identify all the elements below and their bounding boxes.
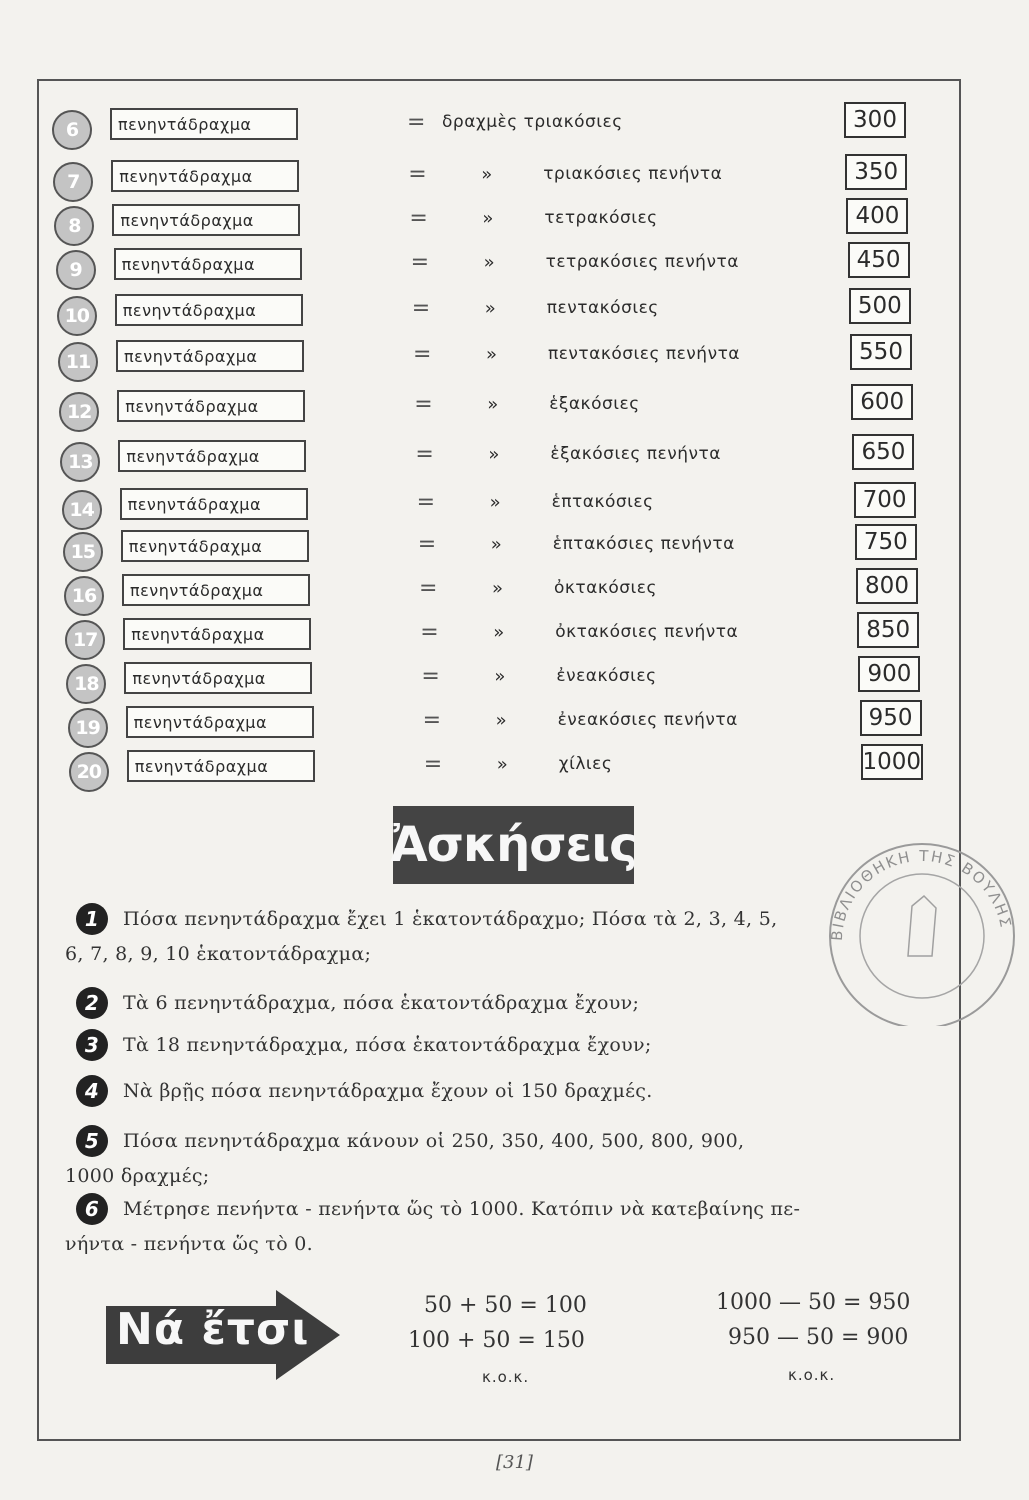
row-number-badge: 12: [59, 392, 99, 432]
ditto-mark: »: [496, 754, 508, 775]
row-number-badge: 20: [69, 752, 109, 792]
exercise-text-line-2: νήντα - πενήντα ὥς τὸ 0.: [65, 1233, 314, 1255]
exercise-text-line-2: 1000 δραχμές;: [65, 1165, 210, 1187]
exercise-text-line-1: Τὰ 18 πενηντάδραχμα, πόσα ἑκατοντάδραχμα ἔχουν;: [123, 1034, 652, 1056]
example-right-line-1: 1000 — 50 = 950: [716, 1290, 911, 1315]
coin-label-box: πενηντάδραχμα: [112, 204, 300, 236]
equals-sign: =: [409, 206, 428, 231]
coin-label-box: πενηντάδραχμα: [126, 706, 314, 738]
amount-value-box: 550: [850, 334, 912, 370]
exercise-item: [65, 1192, 960, 1262]
ditto-mark: »: [482, 208, 494, 229]
coin-label-box: πενηντάδραχμα: [121, 530, 309, 562]
coin-label-box: πενηντάδραχμα: [111, 160, 299, 192]
amount-value-box: 800: [856, 568, 918, 604]
equals-sign: =: [407, 110, 426, 135]
ditto-mark: »: [484, 298, 496, 319]
example-right-etc: κ.ο.κ.: [788, 1366, 836, 1384]
amount-in-words: ἐνεακόσιες πενήντα: [557, 710, 738, 730]
conversion-row: [64, 574, 944, 614]
equals-sign: =: [423, 752, 443, 777]
exercise-number-badge: 1: [76, 903, 108, 935]
amount-in-words: ὀκτακόσιες: [554, 578, 657, 598]
exercise-number-badge: 6: [76, 1193, 108, 1225]
amount-value-box: 350: [845, 154, 907, 190]
conversion-row: [66, 662, 946, 702]
conversion-row: [52, 108, 932, 148]
amount-in-words: τετρακόσιες πενήντα: [545, 252, 739, 272]
amount-in-words: πεντακόσιες πενήντα: [548, 344, 741, 364]
amount-value-box: 500: [849, 288, 911, 324]
amount-value-box: 400: [846, 198, 908, 234]
example-left-line-2: 100 + 50 = 150: [408, 1328, 585, 1353]
exercise-text-line-1: Τὰ 6 πενηντάδραχμα, πόσα ἑκατοντάδραχμα ἔχουν;: [123, 992, 640, 1014]
example-label: Νά ἔτσι: [116, 1304, 310, 1355]
amount-value-box: 300: [844, 102, 906, 138]
conversion-row: [53, 160, 933, 200]
amount-in-words: δραχμὲς τριακόσιες: [442, 112, 623, 132]
coin-label-box: πενηντάδραχμα: [122, 574, 310, 606]
coin-label-box: πενηντάδραχμα: [120, 488, 308, 520]
ditto-mark: »: [494, 666, 506, 687]
row-number-badge: 11: [58, 342, 98, 382]
conversion-row: [54, 204, 934, 244]
coin-label-box: πενηντάδραχμα: [117, 390, 305, 422]
amount-value-box: 650: [852, 434, 914, 470]
exercise-text-line-1: Μέτρησε πενήντα - πενήντα ὥς τὸ 1000. Κατόπιν νὰ κατεβαίνης πε-: [123, 1198, 801, 1220]
coin-label-box: πενηντάδραχμα: [118, 440, 306, 472]
exercise-text-line-2: 6, 7, 8, 9, 10 ἑκατοντάδραχμα;: [65, 943, 372, 965]
row-number-badge: 7: [53, 162, 93, 202]
amount-value-box: 950: [860, 700, 922, 736]
conversion-row: [58, 340, 938, 380]
amount-in-words: ὀκτακόσιες πενήντα: [555, 622, 739, 642]
amount-value-box: 450: [848, 242, 910, 278]
equals-sign: =: [417, 532, 437, 557]
amount-in-words: τριακόσιες πενήντα: [543, 164, 723, 184]
conversion-row: [65, 618, 945, 658]
coin-label-box: πενηντάδραχμα: [114, 248, 302, 280]
exercise-text-line-1: Νὰ βρῇς πόσα πενηντάδραχμα ἔχουν οἱ 150 δραχμές.: [123, 1080, 653, 1102]
equals-sign: =: [416, 490, 436, 515]
row-number-badge: 8: [54, 206, 94, 246]
row-number-badge: 16: [64, 576, 104, 616]
exercise-number-badge: 4: [76, 1075, 108, 1107]
coin-label-box: πενηντάδραχμα: [124, 662, 312, 694]
amount-value-box: 1000: [861, 744, 923, 780]
amount-value-box: 600: [851, 384, 913, 420]
ditto-mark: »: [486, 344, 498, 365]
example-left-etc: κ.ο.κ.: [482, 1368, 530, 1386]
exercise-number-badge: 2: [76, 987, 108, 1019]
row-number-badge: 14: [62, 490, 102, 530]
amount-value-box: 900: [858, 656, 920, 692]
coin-label-box: πενηντάδραχμα: [127, 750, 315, 782]
equals-sign: =: [422, 708, 442, 733]
amount-in-words: ἐνεακόσιες: [556, 666, 657, 686]
ditto-mark: »: [487, 394, 499, 415]
coin-label-box: πενηντάδραχμα: [115, 294, 303, 326]
conversion-row: [63, 530, 943, 570]
amount-value-box: 750: [855, 524, 917, 560]
row-number-badge: 6: [52, 110, 92, 150]
example-arrow: [106, 1290, 340, 1380]
ditto-mark: »: [492, 578, 504, 599]
ditto-mark: »: [483, 252, 495, 273]
conversion-row: [62, 488, 942, 528]
equals-sign: =: [408, 162, 427, 187]
equals-sign: =: [413, 342, 432, 367]
amount-in-words: χίλιες: [558, 754, 613, 774]
amount-in-words: ἑπτακόσιες: [551, 492, 654, 512]
conversion-row: [56, 248, 936, 288]
coin-label-box: πενηντάδραχμα: [123, 618, 311, 650]
equals-sign: =: [414, 392, 433, 417]
example-left-line-1: 50 + 50 = 100: [424, 1293, 587, 1318]
page-number: [31]: [496, 1452, 533, 1473]
equals-sign: =: [419, 576, 438, 601]
example-right-line-2: 950 — 50 = 900: [728, 1325, 909, 1350]
exercise-number-badge: 5: [76, 1125, 108, 1157]
equals-sign: =: [415, 442, 434, 467]
exercises-heading: Ἀσκήσεις: [393, 806, 634, 884]
row-number-badge: 19: [68, 708, 108, 748]
conversion-row: [60, 440, 940, 480]
row-number-badge: 18: [66, 664, 106, 704]
ditto-mark: »: [489, 492, 501, 513]
conversion-row: [69, 750, 949, 790]
exercise-item: [84, 1028, 960, 1063]
row-number-badge: 10: [57, 296, 97, 336]
amount-value-box: 850: [857, 612, 919, 648]
exercise-number-badge: 3: [76, 1029, 108, 1061]
row-number-badge: 17: [65, 620, 105, 660]
row-number-badge: 9: [56, 250, 96, 290]
coin-label-box: πενηντάδραχμα: [110, 108, 298, 140]
equals-sign: =: [411, 296, 431, 321]
amount-in-words: ἑξακόσιες: [549, 394, 640, 414]
amount-in-words: ἑξακόσιες πενήντα: [550, 444, 721, 464]
library-stamp: [812, 826, 1022, 1026]
amount-in-words: τετρακόσιες: [544, 208, 658, 228]
equals-sign: =: [421, 664, 440, 689]
ditto-mark: »: [481, 164, 493, 185]
amount-in-words: ἑπτακόσιες πενήντα: [552, 534, 735, 554]
amount-value-box: 700: [854, 482, 916, 518]
exercise-text-line-1: Πόσα πενηντάδραχμα κάνουν οἱ 250, 350, 400, 500, 800, 900,: [123, 1130, 745, 1152]
conversion-row: [68, 706, 948, 746]
exercise-item: [65, 1124, 960, 1194]
conversion-row: [59, 390, 939, 430]
stamp-text: ΒΙΒΛΙΟΘΗΚΗ ΤΗΣ ΒΟΥΛΗΣ: [827, 846, 1016, 942]
row-number-badge: 13: [60, 442, 100, 482]
exercise-item: [84, 1074, 960, 1109]
ditto-mark: »: [493, 622, 505, 643]
ditto-mark: »: [490, 534, 502, 555]
equals-sign: =: [410, 250, 430, 275]
row-number-badge: 15: [63, 532, 103, 572]
conversion-row: [57, 294, 937, 334]
ditto-mark: »: [488, 444, 500, 465]
ditto-mark: »: [495, 710, 507, 731]
amount-in-words: πεντακόσιες: [546, 298, 659, 318]
equals-sign: =: [420, 620, 439, 645]
exercise-text-line-1: Πόσα πενηντάδραχμα ἔχει 1 ἑκατοντάδραχμο; Πόσα τὰ 2, 3, 4, 5,: [123, 908, 778, 930]
coin-label-box: πενηντάδραχμα: [116, 340, 304, 372]
